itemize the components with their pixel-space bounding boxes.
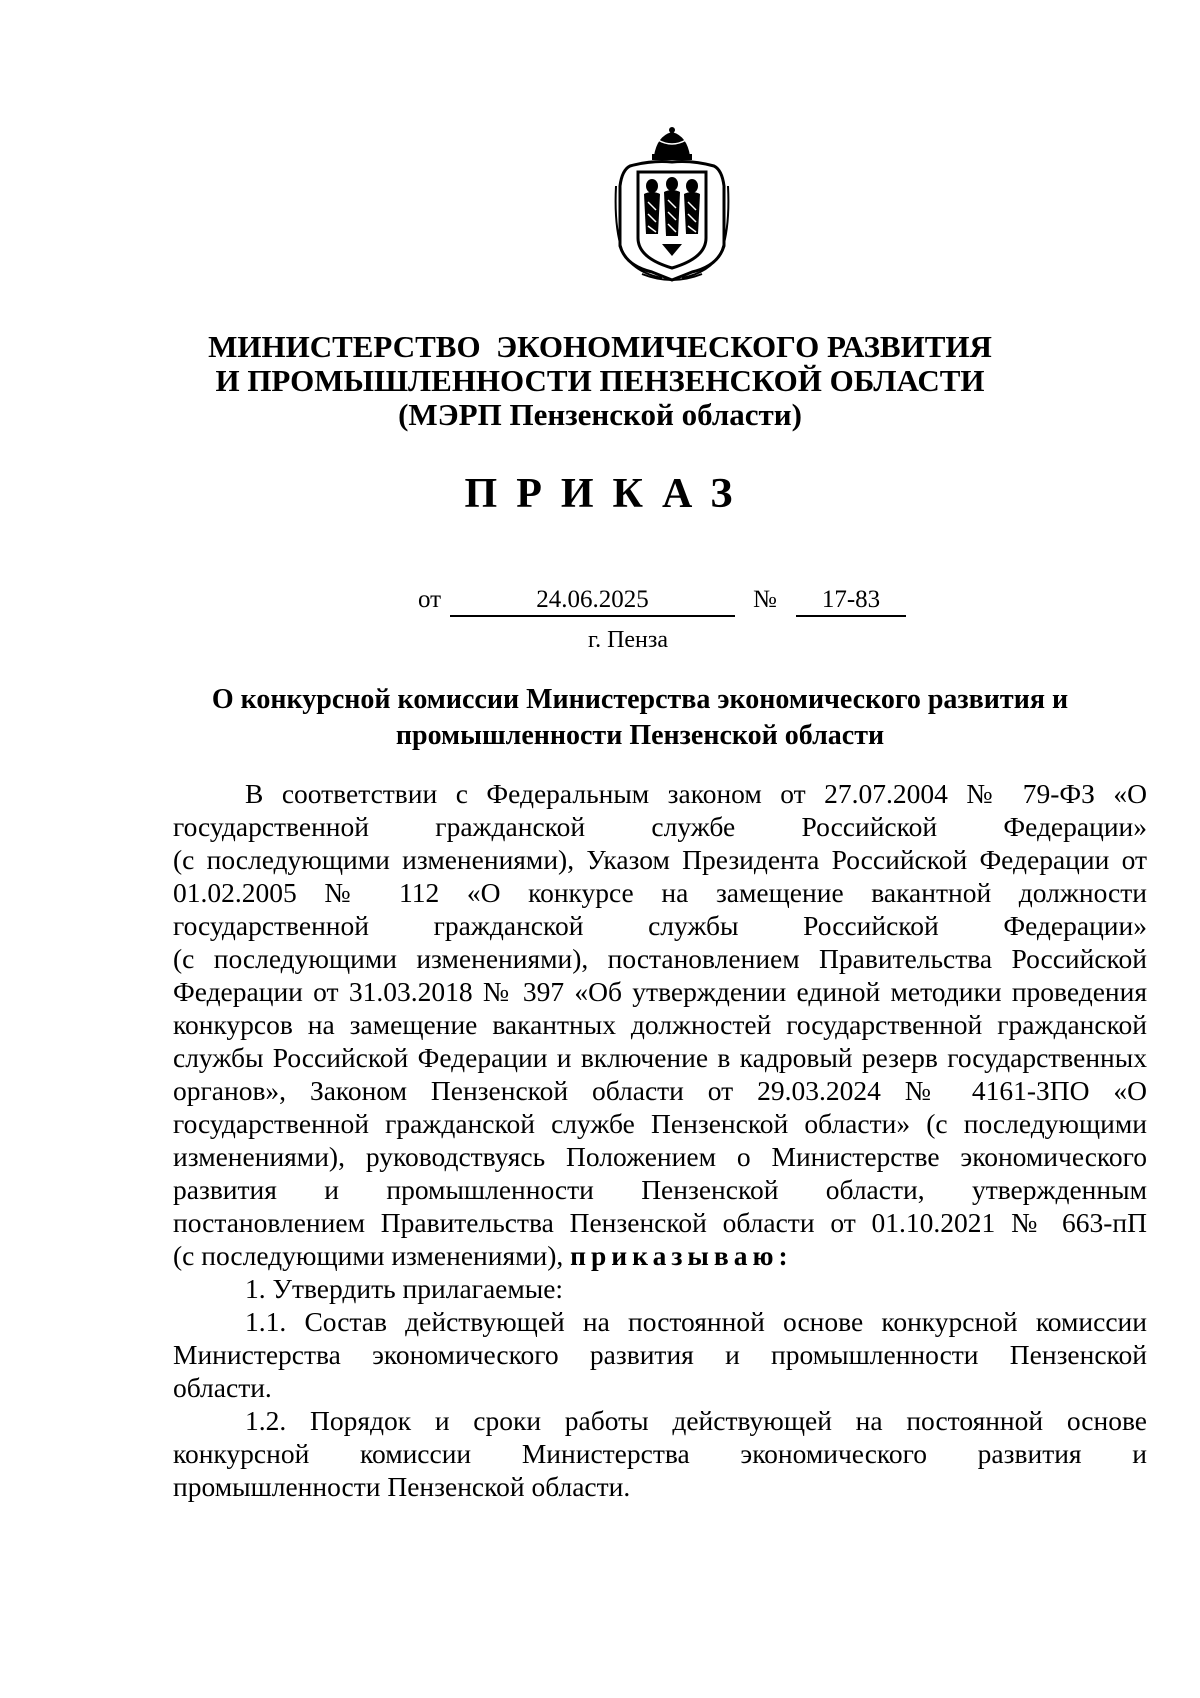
text-line: государственной гражданской службе Российской Федерации» (173, 811, 1147, 842)
text-line: (с последующими изменениями), постановлением Правительства Российской (173, 943, 1147, 974)
organization-header (0, 330, 1200, 432)
text-line: государственной гражданской службы Российской Федерации» (173, 910, 1147, 941)
order-number: 17-83 (796, 586, 906, 617)
text-line: государственной гражданской службе Пензенской области» (с последующими (173, 1108, 1147, 1139)
number-prefix: № (753, 586, 777, 613)
text-line: Федерации от 31.03.2018 № 397 «Об утверждении единой методики проведения (173, 976, 1147, 1007)
text-line: Министерства экономического развития и промышленности Пензенской (173, 1339, 1147, 1370)
text-line: В соответствии с Федеральным законом от 27.07.2004 № 79-ФЗ «О (245, 778, 1147, 809)
org-name-line-1: МИНИСТЕРСТВО ЭКОНОМИЧЕСКОГО РАЗВИТИЯ (208, 329, 992, 364)
date-prefix: от (418, 586, 442, 613)
paragraph-1-2 (173, 1404, 1147, 1503)
text-line (173, 1239, 1147, 1272)
text-line: 1.1. Состав действующей на постоянной основе конкурсной комиссии (245, 1306, 1147, 1337)
paragraph-approve: 1. Утвердить прилагаемые: (245, 1273, 564, 1304)
order-date: 24.06.2025 (450, 586, 735, 617)
text-line: службы Российской Федерации и включение в кадровый резерв государственных (173, 1042, 1147, 1073)
text-line: 01.02.2005 № 112 «О конкурсе на замещение вакантной должности (173, 877, 1147, 908)
coat-of-arms-icon (612, 126, 732, 284)
paragraph-legal-basis (173, 777, 1147, 1272)
order-word: приказываю: (570, 1240, 793, 1271)
document-type-title: ПРИКАЗ (464, 471, 752, 517)
text-line: области. (173, 1372, 272, 1403)
text-line: изменениями), руководствуясь Положением о Министерстве экономического (173, 1141, 1147, 1172)
text-line: 1.2. Порядок и сроки работы действующей на постоянной основе (245, 1405, 1147, 1436)
org-short-name: (МЭРП Пензенской области) (398, 397, 802, 432)
order-subject (160, 682, 1120, 754)
city: г. Пенза (587, 627, 669, 653)
text-line: промышленности Пензенской области. (173, 1471, 631, 1502)
text-line-prefix: (с последующими изменениями), (173, 1240, 571, 1271)
subject-line-2: промышленности Пензенской области (395, 720, 885, 751)
text-line: (с последующими изменениями), Указом Президента Российской Федерации от (173, 844, 1147, 875)
subject-line-1: О конкурсной комиссии Министерства экономического развития и (211, 684, 1069, 715)
paragraph-1-1 (173, 1305, 1147, 1404)
text-line: развития и промышленности Пензенской области, утвержденным (173, 1174, 1147, 1205)
org-name-line-2: И ПРОМЫШЛЕННОСТИ ПЕНЗЕНСКОЙ ОБЛАСТИ (215, 363, 985, 398)
text-line: органов», Законом Пензенской области от 29.03.2024 № 4161-ЗПО «О (173, 1075, 1147, 1106)
text-line: постановлением Правительства Пензенской области от 01.10.2021 № 663-пП (173, 1207, 1147, 1238)
text-line: конкурсной комиссии Министерства экономического развития и (173, 1438, 1147, 1469)
text-line: конкурсов на замещение вакантных должностей государственной гражданской (173, 1009, 1147, 1040)
order-body (173, 777, 1147, 1503)
